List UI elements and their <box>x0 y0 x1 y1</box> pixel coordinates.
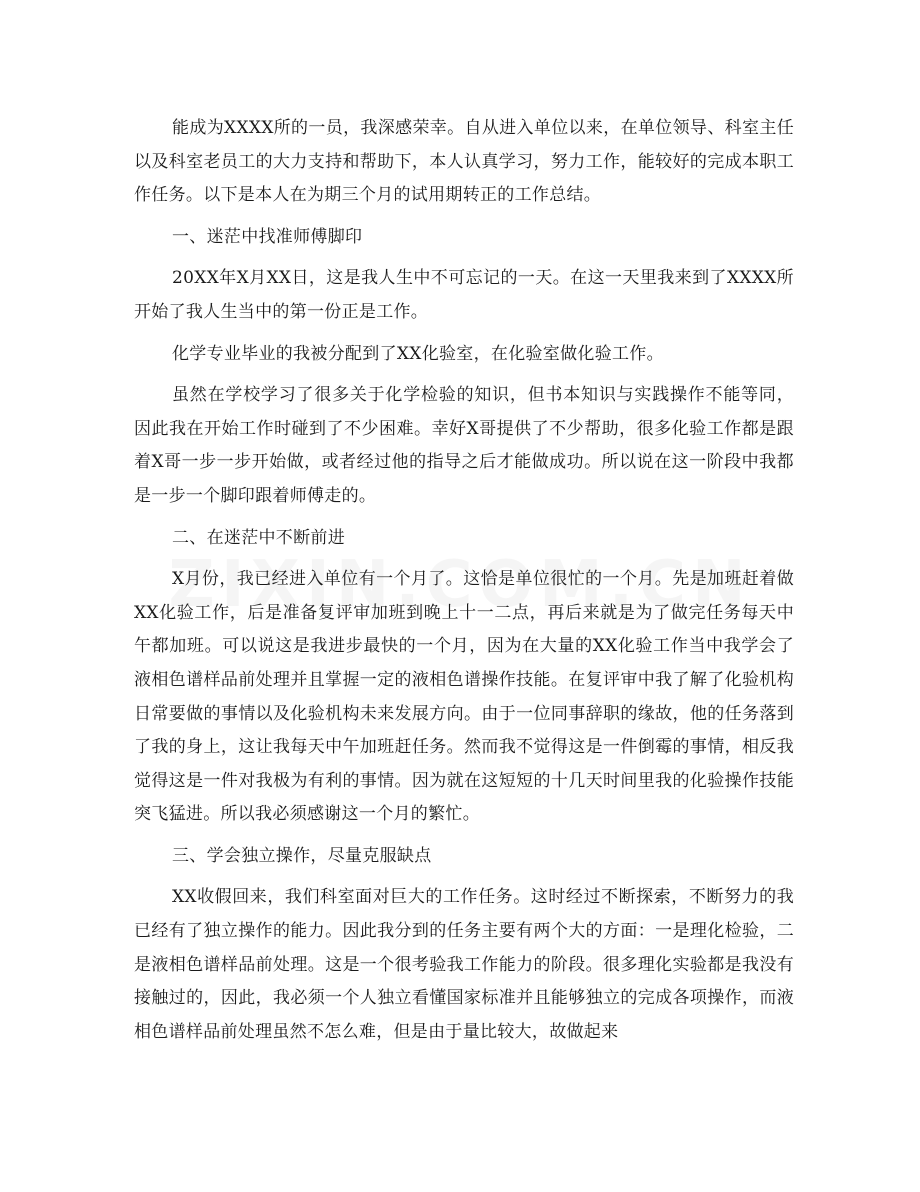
document-body <box>134 112 794 1057</box>
section-heading-3: 三、学会独立操作，尽量克服缺点 <box>172 845 432 866</box>
section-heading-1: 一、迷茫中找准师傅脚印 <box>172 226 363 247</box>
section-heading-2: 二、在迷茫中不断前进 <box>172 527 345 548</box>
intro-paragraph: 能成为XXXX所的一员，我深感荣幸。自从进入单位以来，在单位领导、科室主任以及科室老员工的大力支持和帮助下，本人认真学习，努力工作，能较好的完成本职工作任务。以下是本人在为期三个月的试用期转正的工作总结。 <box>134 118 794 206</box>
paragraph: X月份，我已经进入单位有一个月了。这恰是单位很忙的一个月。先是加班赶着做XX化验工作，后是准备复评审加班到晚上十一二点，再后来就是为了做完任务每天中午都加班。可以说这是我进步最快的一个月，因为在大量的XX化验工作当中我学会了液相色谱样品前处理并且掌握一定的液相色谱操作技能。在复评审中我了解了化验机构日常要做的事情以及化验机构未来发展方向。由于一位同事辞职的缘故，他的任务落到了我的身上，这让我每天中午加班赶任务。然而我不觉得这是一件倒霉的事情，相反我觉得这是一件对我极为有利的事情。因为就在这短短的十几天时间里我的化验操作技能突飞猛进。所以我必须感谢这一个月的繁忙。 <box>134 569 794 825</box>
paragraph: 虽然在学校学习了很多关于化学检验的知识，但书本知识与实践操作不能等同，因此我在开始工作时碰到了不少困难。幸好X哥提供了不少帮助，很多化验工作都是跟着X哥一步一步开始做，或者经过他的指导之后才能做成功。所以说在这一阶段中我都是一步一个脚印跟着师傅走的。 <box>134 385 794 506</box>
paragraph: 20XX年X月XX日，这是我人生中不可忘记的一天。在这一天里我来到了XXXX所开始了我人生当中的第一份正是工作。 <box>134 268 794 322</box>
paragraph: 化学专业毕业的我被分配到了XX化验室，在化验室做化验工作。 <box>172 343 664 364</box>
paragraph: XX收假回来，我们科室面对巨大的工作任务。这时经过不断探索，不断努力的我已经有了独立操作的能力。因此我分到的任务主要有两个大的方面：一是理化检验，二是液相色谱样品前处理。这是一个很考验我工作能力的阶段。很多理化实验都是我没有接触过的，因此，我必须一个人独立看懂国家标准并且能够独立的完成各项操作，而液相色谱样品前处理虽然不怎么难，但是由于量比较大，故做起来 <box>134 887 794 1042</box>
